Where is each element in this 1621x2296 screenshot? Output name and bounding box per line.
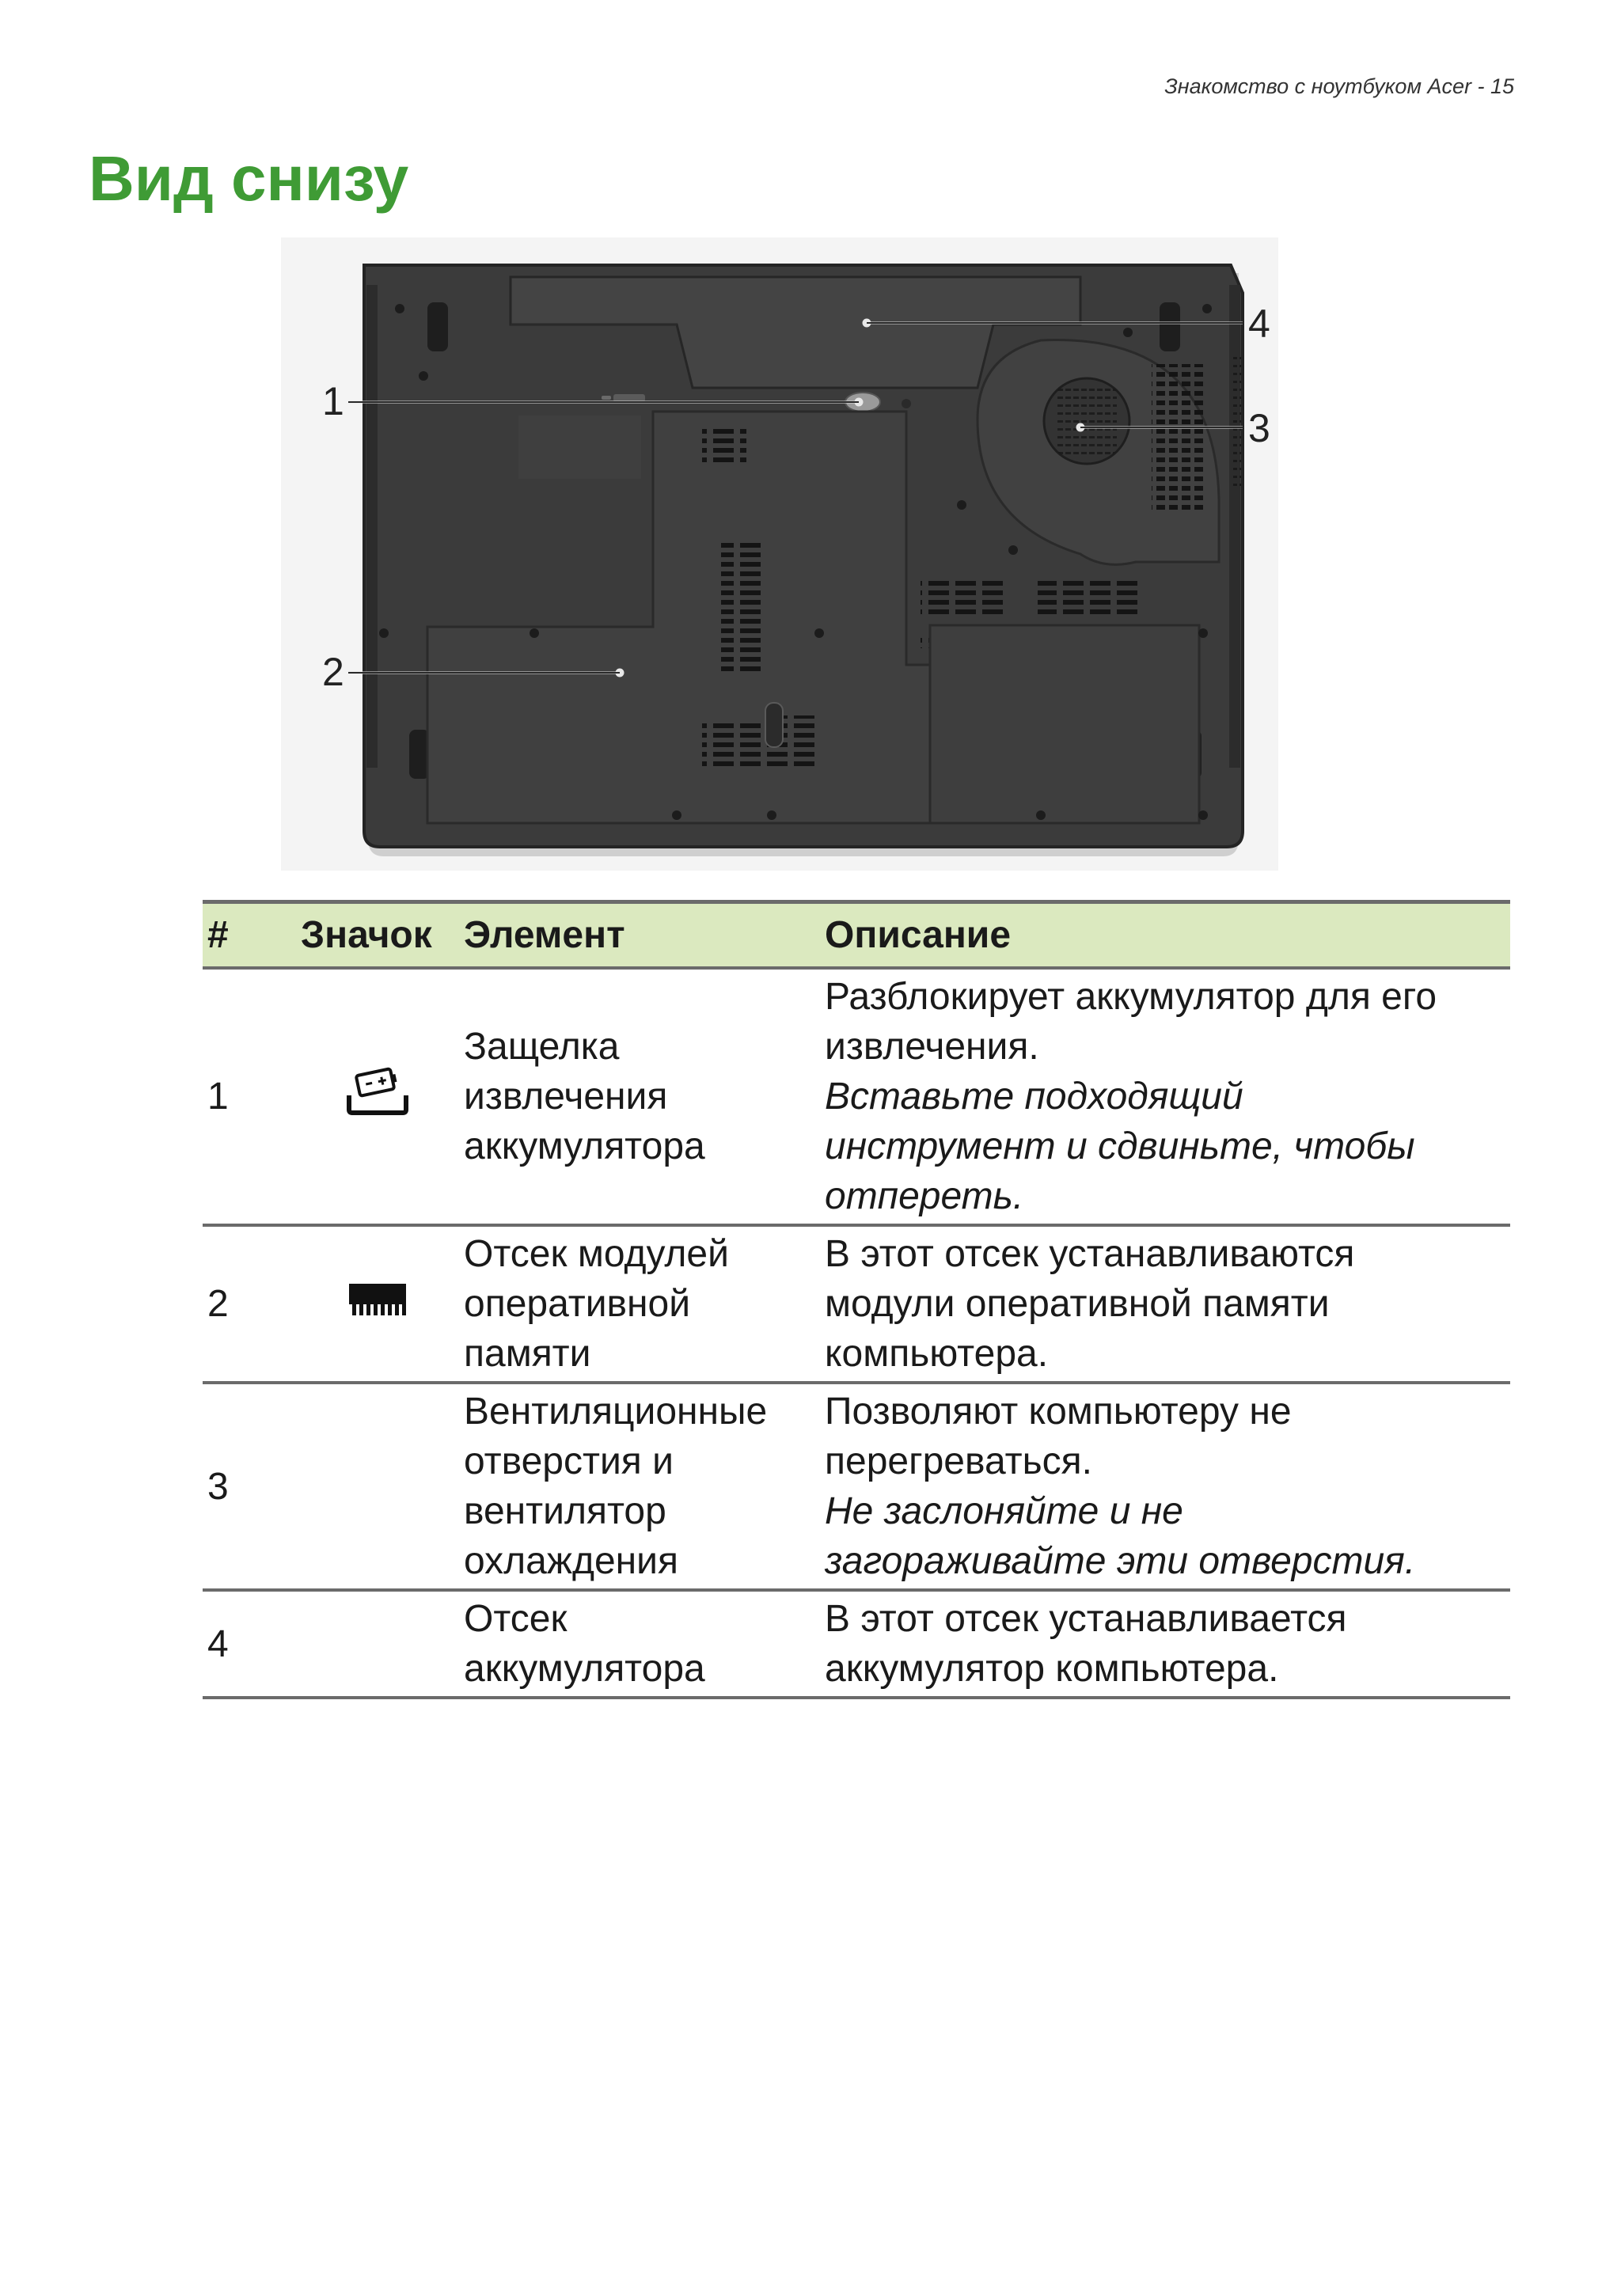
description-line: модули оперативной памяти bbox=[825, 1283, 1330, 1325]
element-line: отверстия и bbox=[464, 1440, 674, 1482]
row-description bbox=[820, 1225, 1510, 1383]
element-line: памяти bbox=[464, 1333, 591, 1375]
row-number: 1 bbox=[203, 968, 296, 1225]
components-table bbox=[203, 900, 1510, 1699]
callout-4: 4 bbox=[1248, 302, 1270, 346]
row-element bbox=[459, 1383, 820, 1590]
row-description bbox=[820, 1590, 1510, 1698]
row-icon bbox=[296, 1590, 459, 1698]
description-line: компьютера. bbox=[825, 1333, 1049, 1375]
description-line: Позволяют компьютеру не bbox=[825, 1391, 1292, 1433]
row-number: 4 bbox=[203, 1590, 296, 1698]
callout-3: 3 bbox=[1248, 406, 1270, 450]
row-icon bbox=[296, 968, 459, 1225]
memory-module-icon bbox=[347, 1279, 408, 1330]
header-number: # bbox=[203, 902, 296, 969]
element-line: Отсек модулей bbox=[464, 1233, 729, 1275]
description-line: В этот отсек устанавливается bbox=[825, 1598, 1347, 1640]
table-header-row bbox=[203, 902, 1510, 969]
description-note: Не заслоняйте и не bbox=[825, 1490, 1183, 1532]
row-element bbox=[459, 1225, 820, 1383]
description-line: извлечения. bbox=[825, 1026, 1039, 1068]
element-line: Защелка bbox=[464, 1026, 620, 1068]
description-note: Вставьте подходящий bbox=[825, 1076, 1243, 1118]
description-note: загораживайте эти отверстия. bbox=[825, 1540, 1416, 1582]
row-element bbox=[459, 968, 820, 1225]
laptop-bottom-figure bbox=[281, 237, 1278, 871]
table-row bbox=[203, 1590, 1510, 1698]
row-description bbox=[820, 1383, 1510, 1590]
page-title: Вид снизу bbox=[89, 143, 409, 214]
element-line: оперативной bbox=[464, 1283, 691, 1325]
element-line: извлечения bbox=[464, 1076, 668, 1118]
table-row bbox=[203, 1383, 1510, 1590]
battery-release-icon bbox=[344, 1065, 411, 1129]
header-icon: Значок bbox=[296, 902, 459, 969]
row-element bbox=[459, 1590, 820, 1698]
description-note: инструмент и сдвиньте, чтобы bbox=[825, 1125, 1415, 1167]
table-row bbox=[203, 1225, 1510, 1383]
callout-1: 1 bbox=[322, 379, 344, 423]
row-icon bbox=[296, 1225, 459, 1383]
description-line: перегреваться. bbox=[825, 1440, 1092, 1482]
row-icon bbox=[296, 1383, 459, 1590]
element-line: вентилятор bbox=[464, 1490, 666, 1532]
callout-lines bbox=[281, 237, 1278, 871]
description-line: В этот отсек устанавливаются bbox=[825, 1233, 1355, 1275]
element-line: аккумулятора bbox=[464, 1125, 705, 1167]
row-number: 2 bbox=[203, 1225, 296, 1383]
description-line: аккумулятор компьютера. bbox=[825, 1648, 1279, 1690]
row-number: 3 bbox=[203, 1383, 296, 1590]
row-description bbox=[820, 968, 1510, 1225]
header-description: Описание bbox=[820, 902, 1510, 969]
element-line: Вентиляционные bbox=[464, 1391, 768, 1433]
description-note: отпереть. bbox=[825, 1175, 1024, 1217]
table-row bbox=[203, 968, 1510, 1225]
header-element: Элемент bbox=[459, 902, 820, 969]
element-line: охлаждения bbox=[464, 1540, 678, 1582]
element-line: Отсек bbox=[464, 1598, 568, 1640]
running-header: Знакомство с ноутбуком Acer - 15 bbox=[1164, 74, 1514, 98]
description-line: Разблокирует аккумулятор для его bbox=[825, 976, 1437, 1018]
element-line: аккумулятора bbox=[464, 1648, 705, 1690]
callout-2: 2 bbox=[322, 650, 344, 694]
